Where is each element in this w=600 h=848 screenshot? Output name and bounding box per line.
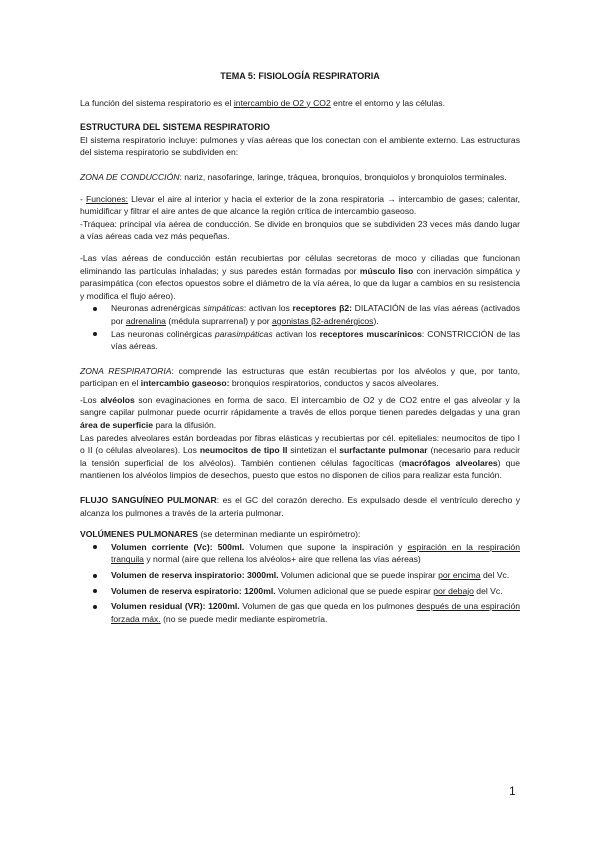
item-bold: Volumen residual (VR): 1200ml. bbox=[111, 601, 240, 612]
item-italic: parasimpáticas bbox=[214, 328, 273, 339]
list-item-reserva-espiratorio bbox=[80, 585, 520, 598]
item-text: Las neuronas colinérgicas bbox=[111, 328, 215, 339]
list-item-volumen-residual bbox=[80, 600, 520, 625]
page-number: 1 bbox=[509, 784, 516, 798]
alveolos-paragraph bbox=[80, 394, 520, 432]
paredes-text: Las paredes alveolares están bordeadas por fibras elásticas y recubiertas por cél. epiteliales: neumocitos de tipo I o II (o células alveolares). Los bbox=[80, 432, 520, 456]
item-text: DILATACIÓN de las vías aéreas (activados por bbox=[111, 303, 520, 326]
funciones-text: Llevar el aire al interior y hacia el exterior de la zona respiratoria → intercambio de gases; calentar, humidificar y filtrar el aire antes de que alcance la región crítica de intercambio gaseoso. bbox=[80, 193, 520, 217]
intro-underlined: intercambio de O2 y CO2 bbox=[233, 97, 331, 108]
item-text: Volumen de gas que queda en los pulmones bbox=[239, 601, 417, 612]
item-underlined: espiración en la respiración tranquila bbox=[111, 541, 520, 565]
zona-respiratoria-bold: intercambio gaseoso: bbox=[140, 378, 230, 389]
item-italic: simpáticas bbox=[203, 303, 244, 314]
vias-text: -Las vías aéreas de conducción están recubiertas por células secretoras de moco y ciliadas que funcionan eliminando las partículas inhaladas; y sus paredes están formadas por bbox=[80, 252, 520, 276]
item-underlined: después de una espiración forzada máx. bbox=[111, 601, 521, 624]
zona-conduccion-label: ZONA DE CONDUCCIÓN bbox=[80, 171, 180, 182]
volumenes-title: VOLÚMENES PULMONARES bbox=[80, 529, 198, 540]
item-bold: Volumen corriente (Vc): 500ml. bbox=[111, 541, 245, 552]
zona-respiratoria-text-end: bronquios respiratorios, conductos y sacos alveolares. bbox=[229, 378, 439, 389]
page-content bbox=[80, 70, 520, 628]
item-bold: receptores muscarínicos bbox=[319, 328, 422, 339]
list-item-colinergicas bbox=[80, 328, 520, 353]
vias-text-end: con inervación simpática y parasimpática (con efectos opuestos sobre el diámetro de la vía aérea, lo que da lugar a cambios en su resistencia y modifica el flujo aéreo). bbox=[80, 265, 521, 301]
volumenes-text: (se determinan mediante un espirómetro): bbox=[197, 529, 361, 540]
traquea-paragraph: -Tráquea: principal vía aérea de conducción. Se divide en bronquios que se subdividen 23 veces más dando lugar a vías aéreas cada vez más pequeñas. bbox=[80, 218, 520, 242]
neuronas-list bbox=[80, 302, 520, 352]
vias-bold: músculo liso bbox=[359, 265, 414, 276]
item-text: activan los bbox=[272, 328, 320, 339]
item-underlined: adrenalina bbox=[125, 315, 166, 326]
vias-paragraph bbox=[80, 252, 520, 302]
section-heading-estructura: ESTRUCTURA DEL SISTEMA RESPIRATORIO bbox=[80, 122, 270, 133]
list-item-adrenergicas bbox=[80, 302, 520, 327]
item-text: Neuronas adrenérgicas bbox=[111, 303, 204, 314]
item-text: (médula suprarrenal) y por bbox=[165, 315, 272, 326]
item-underlined: por encima bbox=[438, 570, 481, 580]
paredes-text: sintetizan el bbox=[287, 445, 340, 456]
item-text: y normal (aire que rellena los alvéolos+ aire que rellena las vías aéreas) bbox=[143, 554, 421, 565]
zona-conduccion-paragraph bbox=[80, 171, 520, 184]
paredes-bold: macrófagos alveolares bbox=[401, 457, 498, 468]
flujo-heading: FLUJO SANGUÍNEO PULMONAR bbox=[80, 495, 217, 506]
item-text: Volumen adicional que se puede espirar bbox=[275, 585, 434, 596]
estructura-paragraph: El sistema respiratorio incluye: pulmones y vías aéreas que los conectan con el ambiente externo. Las estructuras del sistema respiratorio se subdividen en: bbox=[80, 134, 520, 158]
item-text: (no se puede medir mediante espirometría. bbox=[160, 613, 328, 624]
item-text: : CONSTRICCIÓN de las vías aéreas. bbox=[111, 328, 520, 352]
item-text: Volumen adicional que se puede inspirar bbox=[278, 570, 439, 580]
list-item-volumen-corriente bbox=[80, 541, 520, 566]
alveolos-bold: alvéolos bbox=[100, 394, 135, 405]
page-title: TEMA 5: FISIOLOGÍA RESPIRATORIA bbox=[220, 71, 380, 81]
zona-conduccion-text: : nariz, nasofaringe, laringe, tráquea, bronquios, bronquiolos y bronquiolos terminales. bbox=[179, 171, 507, 182]
alveolos-text: -Los bbox=[80, 394, 101, 405]
item-underlined: agonistas β2-adrenérgicos bbox=[272, 315, 374, 326]
item-text: : activan los bbox=[243, 303, 293, 314]
list-item-reserva-inspiratorio bbox=[80, 569, 520, 582]
zona-respiratoria-text: : comprende las estructuras que están recubiertas por los alvéolos y que, por tanto, participan en el bbox=[80, 365, 520, 389]
alveolos-text-end: para la difusión. bbox=[153, 420, 217, 431]
item-text: ). bbox=[373, 315, 379, 326]
item-bold: Volumen de reserva espiratorio: 1200ml. bbox=[111, 585, 276, 596]
paredes-text: (necesario para reducir la tensión superficial de los alvéolos). También contienen células fagocíticas ( bbox=[80, 445, 520, 468]
funciones-prefix: - bbox=[80, 193, 86, 204]
intro-text-end: entre el entorno y las células. bbox=[330, 97, 445, 108]
paredes-text: ) que mantienen los alvéolos limpios de desechos, puesto que estos no disponen de cilios para realizar esta función. bbox=[80, 457, 520, 481]
item-bold: Volumen de reserva inspiratorio: 3000ml. bbox=[111, 570, 279, 580]
item-bold: receptores β2: bbox=[292, 303, 352, 314]
intro-paragraph bbox=[80, 97, 520, 110]
paredes-paragraph bbox=[80, 432, 520, 482]
item-text: del Vc. bbox=[480, 570, 510, 580]
funciones-paragraph bbox=[80, 193, 520, 218]
alveolos-text-mid: son evaginaciones en forma de saco. El intercambio de O2 y de CO2 entre el gas alveolar y la sangre capilar pulmonar puede ocurrir rápidamente a través de ellos porque tienen paredes delgadas y una gran bbox=[80, 394, 520, 418]
flujo-paragraph bbox=[80, 494, 520, 519]
zona-respiratoria-label: ZONA RESPIRATORIA bbox=[80, 365, 172, 376]
volumenes-heading bbox=[80, 528, 520, 541]
item-text: del Vc. bbox=[473, 585, 503, 596]
flujo-text: : es el GC del corazón derecho. Es expulsado desde el ventrículo derecho y alcanza los pulmones a través de la arteria pulmonar. bbox=[80, 495, 520, 518]
zona-respiratoria-paragraph bbox=[80, 365, 520, 390]
intro-text: La función del sistema respiratorio es el bbox=[80, 97, 234, 108]
volumenes-list bbox=[80, 541, 520, 626]
item-underlined: por debajo bbox=[433, 585, 474, 596]
alveolos-bold-area: área de superficie bbox=[80, 420, 154, 431]
funciones-label: Funciones: bbox=[85, 193, 129, 204]
item-text: Volumen que supone la inspiración y bbox=[244, 541, 408, 552]
paredes-bold: surfactante pulmonar bbox=[339, 445, 428, 456]
paredes-bold: neumocitos de tipo II bbox=[199, 445, 288, 456]
